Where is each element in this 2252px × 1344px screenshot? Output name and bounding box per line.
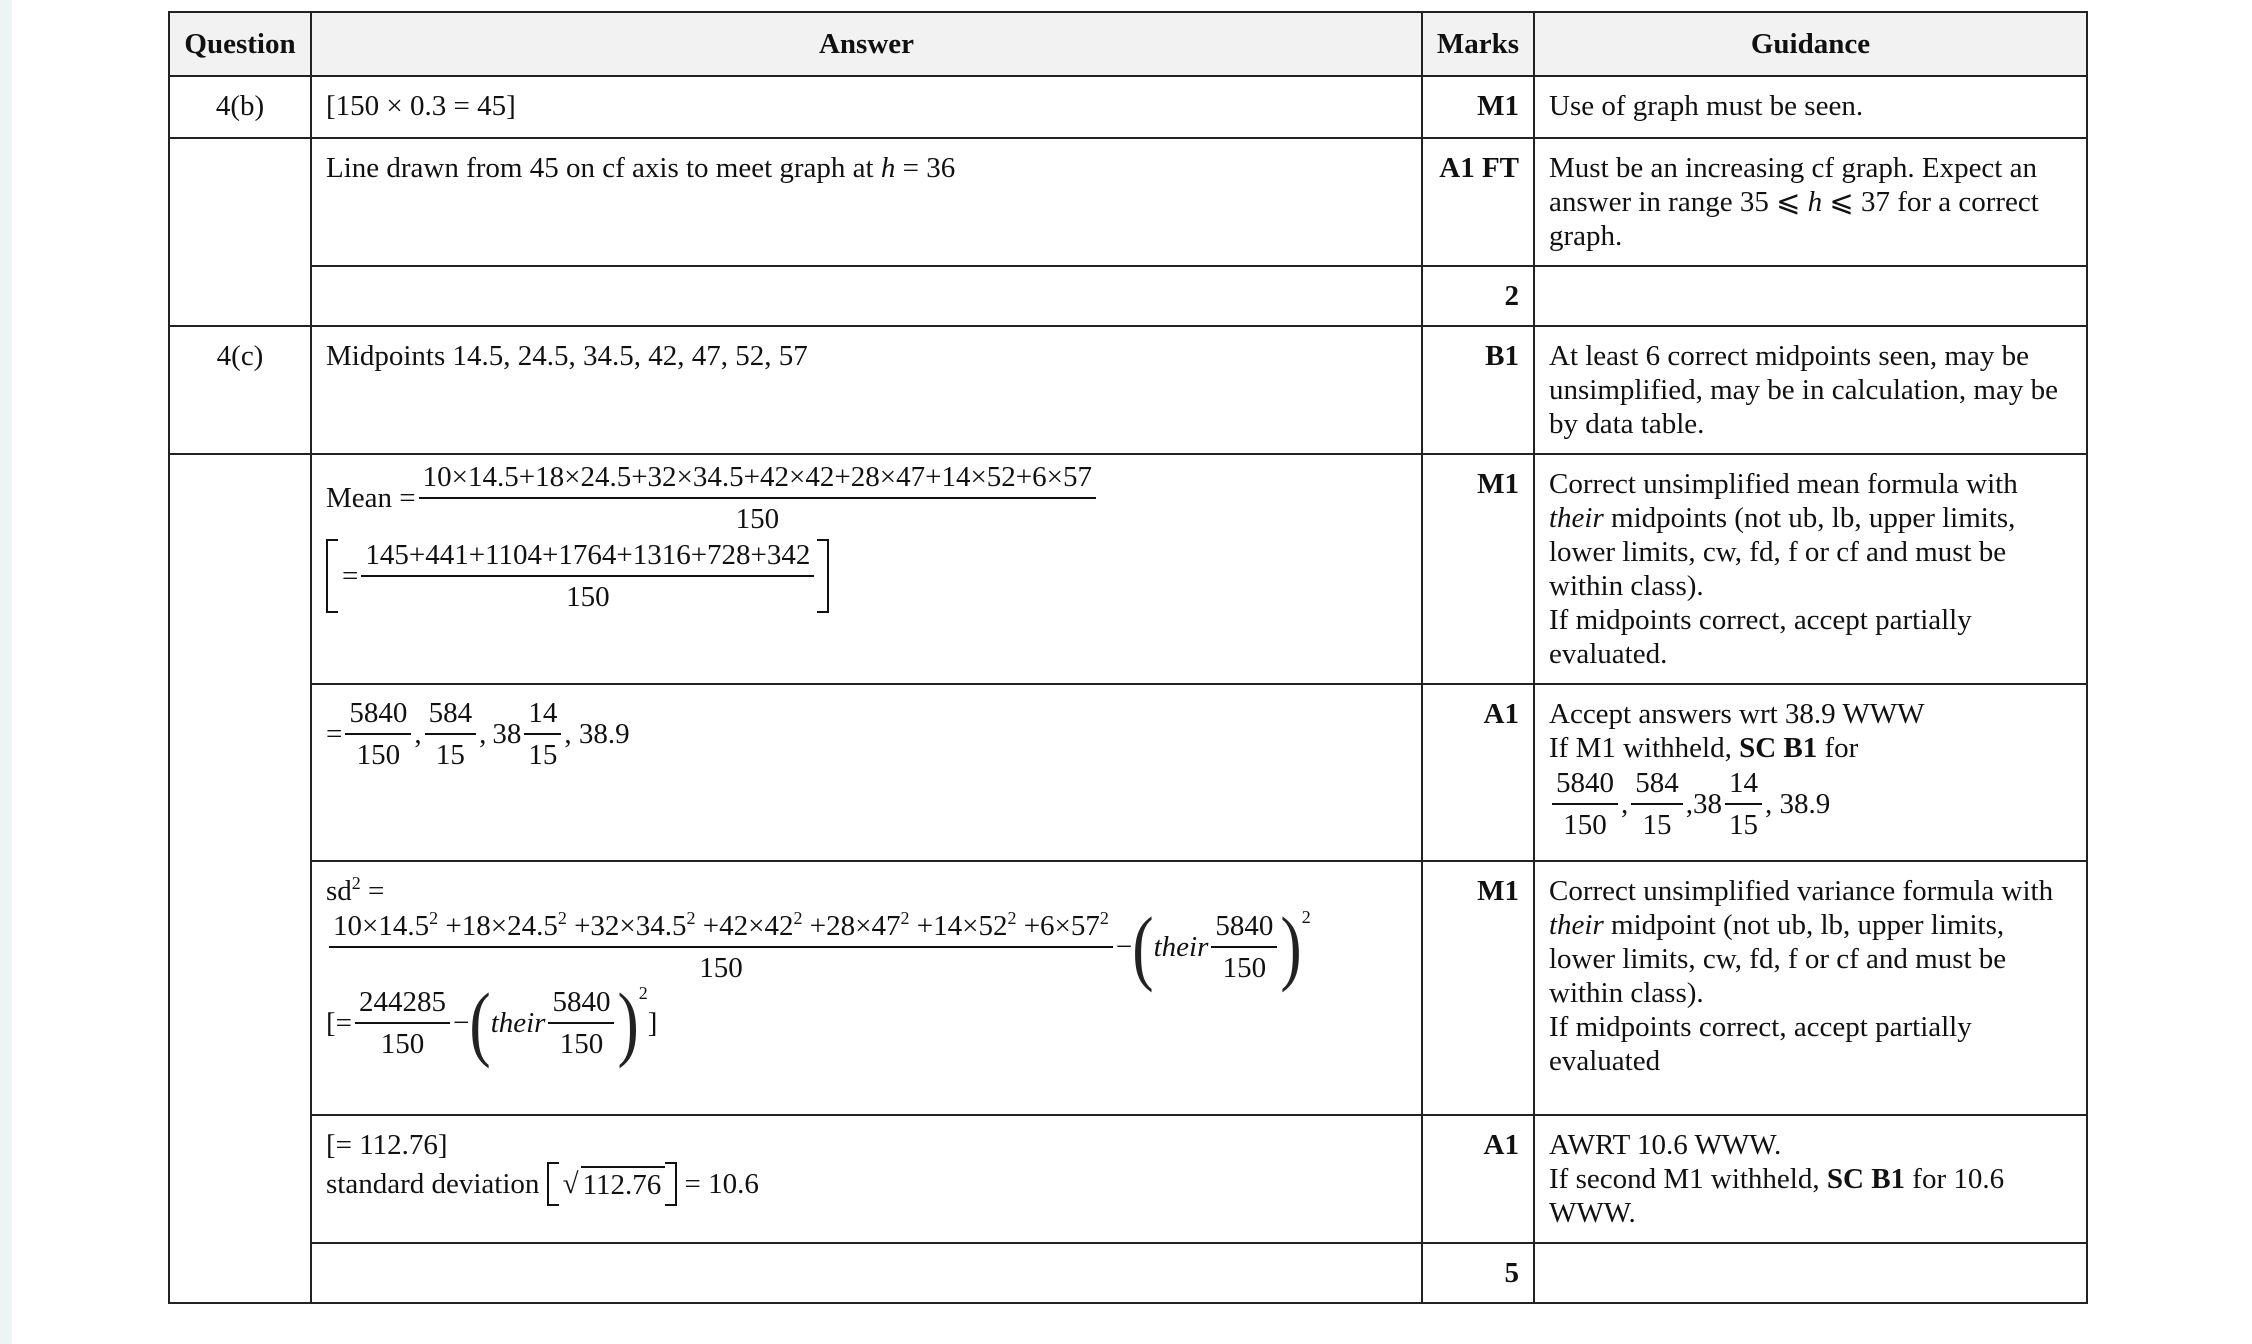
question-label: 4(c) <box>169 326 311 454</box>
mark-cell: M1 <box>1422 454 1534 684</box>
guidance-cell: Correct unsimplified mean formula with their midpoints (not ub, lb, upper limits, lower limits, cw, fd, f or cf and must be within class). If midpoints correct, accept partially evaluated. <box>1534 454 2087 684</box>
mean-fraction: $\frac{10\times 14.5+18\times 24.5+32\times 34.5+42\times 42+28\times 47+14\times 52+6\times 57}{150}$ <box>419 461 1096 535</box>
mark-scheme-table <box>168 11 2088 1304</box>
table-row <box>169 76 2087 138</box>
mean-formula: Mean = $\frac{10\times 14.5+18\times 24.5+32\times 34.5+42\times 42+28\times 47+14\times 52+6\times 57}{150}$ <box>326 461 1407 535</box>
answer-cell <box>311 861 1422 1115</box>
mean-evaluated: = $\frac{145+441+1104+1764+1316+728+342}{150}$ <box>326 539 1407 613</box>
sd-label: $sd^2$ = <box>326 873 385 907</box>
answer-cell: [= 112.76] standard deviation √ 112.76 = 10.6 <box>311 1115 1422 1243</box>
guidance-cell: AWRT 10.6 WWW. If second M1 withheld, SC B1 for 10.6 WWW. <box>1534 1115 2087 1243</box>
mark-scheme-page <box>168 11 2086 1304</box>
header-row <box>169 12 2087 76</box>
table-row <box>169 326 2087 454</box>
guidance-cell: Use of graph must be seen. <box>1534 76 2087 138</box>
answer-cell <box>311 454 1422 684</box>
mark-cell: M1 <box>1422 861 1534 1115</box>
mark-cell: A1 FT <box>1422 138 1534 266</box>
variance-evaluated: [= $\frac{244285}{150}$ − ( their $\frac{5840}{150}$ ) $^2$ ] <box>326 976 658 1069</box>
mark-cell: M1 <box>1422 76 1534 138</box>
total-mark: 5 <box>1422 1243 1534 1303</box>
table-row <box>169 454 2087 684</box>
total-mark: 2 <box>1422 266 1534 326</box>
guidance-cell: Must be an increasing cf graph. Expect an answer in range 35 ⩽ h ⩽ 37 for a correct graph. <box>1534 138 2087 266</box>
variance-formula: $\frac{10\times 14.5^2 +18\times 24.5^2 +32\times 34.5^2 +42\times 42^2 +28\times 47^2 +14\times 52^2 +6\times 57^2}{150}$ − ( their $\frac{5840}{150}$ ) $^2$ <box>326 910 1407 984</box>
header-marks: Marks <box>1422 12 1534 76</box>
header-guidance: Guidance <box>1534 12 2087 76</box>
left-margin-strip <box>0 0 12 1344</box>
mean-evaluated-fraction: $\frac{145+441+1104+1764+1316+728+342}{150}$ <box>361 539 814 613</box>
header-answer: Answer <box>311 12 1422 76</box>
table-row <box>169 684 2087 861</box>
guidance-cell: Correct unsimplified variance formula with their midpoint (not ub, lb, upper limits, lower limits, cw, fd, f or cf and must be within class). If midpoints correct, accept partially evaluated <box>1534 861 2087 1115</box>
answer-cell <box>311 684 1422 861</box>
question-label: 4(b) <box>169 76 311 138</box>
answer-cell: Line drawn from 45 on cf axis to meet graph at h = 36 <box>311 138 1422 266</box>
table-row <box>169 861 2087 1115</box>
table-row <box>169 1115 2087 1243</box>
guidance-cell: At least 6 correct midpoints seen, may be unsimplified, may be in calculation, may be by data table. <box>1534 326 2087 454</box>
answer-cell: [150 × 0.3 = 45] <box>311 76 1422 138</box>
mean-results: = $\frac{5840}{150}$ , $\frac{584}{15}$ , 38 $\frac{14}{15}$ , 38.9 <box>326 697 630 771</box>
mark-cell: B1 <box>1422 326 1534 454</box>
table-row <box>169 266 2087 326</box>
mark-cell: A1 <box>1422 684 1534 861</box>
guidance-cell: Accept answers wrt 38.9 WWW If M1 withheld, SC B1 for $\frac{5840}{150}$ , $\frac{584}{15}$ , 38 $\frac{14}{15}$ , 38.9 <box>1534 684 2087 861</box>
variance-fraction: $\frac{10\times 14.5^2 +18\times 24.5^2 +32\times 34.5^2 +42\times 42^2 +28\times 47^2 +14\times 52^2 +6\times 57^2}{150}$ <box>329 910 1113 984</box>
sd-result: standard deviation √ 112.76 = 10.6 <box>326 1162 1407 1206</box>
table-row <box>169 138 2087 266</box>
answer-cell: Midpoints 14.5, 24.5, 34.5, 42, 47, 52, 57 <box>311 326 1422 454</box>
mark-cell: A1 <box>1422 1115 1534 1243</box>
header-question: Question <box>169 12 311 76</box>
table-row <box>169 1243 2087 1303</box>
